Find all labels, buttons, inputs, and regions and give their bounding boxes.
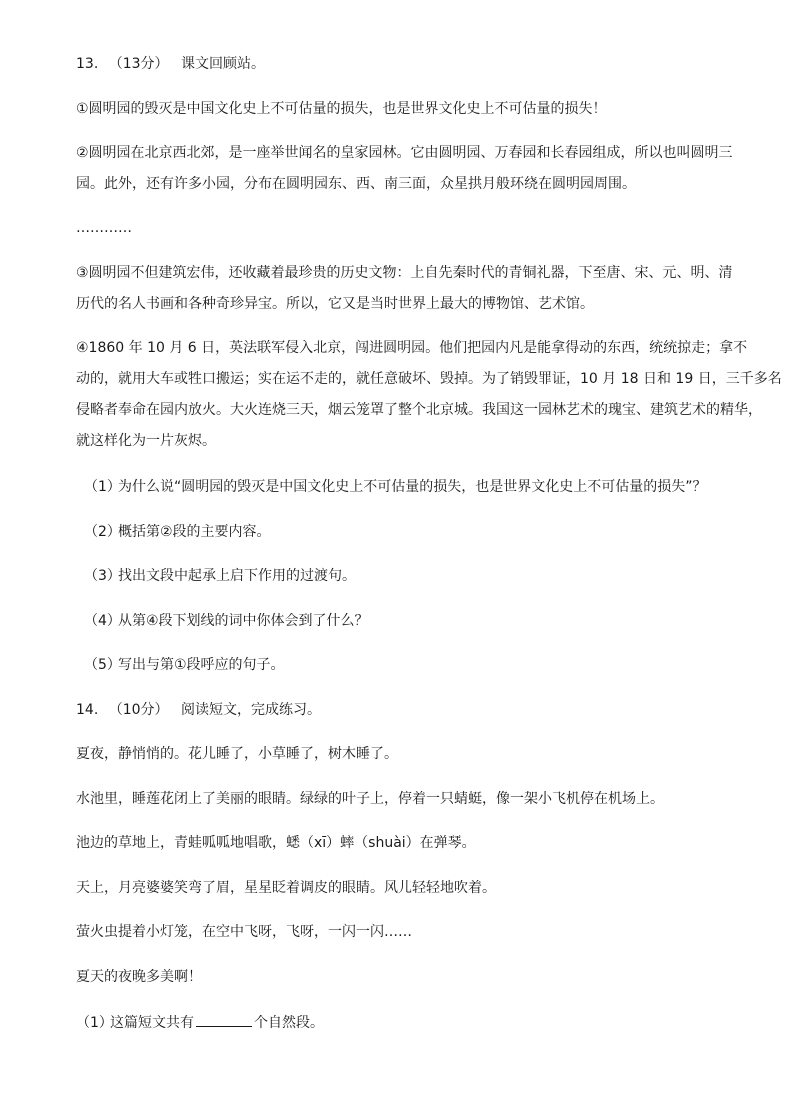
sub-question-5 (84, 655, 285, 675)
question-number: 14. (76, 702, 99, 718)
answer-blank[interactable] (196, 1012, 252, 1027)
question-instruction: 课文回顾站。 (181, 56, 265, 72)
question-score: （10分） (108, 702, 169, 718)
sub-question-2 (84, 522, 271, 542)
sub-question-number: （1） (76, 1015, 113, 1031)
sub-question-text-before: 这篇短文共有 (110, 1015, 194, 1031)
sub-question-text: 为什么说“圆明园的毁灭是中国文化史上不可估量的损失，也是世界文化史上不可估量的损失”？ (118, 479, 707, 495)
question-14-header (76, 700, 321, 720)
poem-line-6: 夏天的夜晚多美啊！ (76, 969, 202, 985)
poem-line-3: 池边的草地上，青蛙呱呱地唱歌，蟋（xī）蟀（shuài）在弹琴。 (76, 835, 476, 851)
sub-question-4 (84, 611, 369, 631)
sub-question-number: （4） (84, 613, 121, 629)
sub-question-number: （5） (84, 657, 121, 673)
sub-question-number: （2） (84, 524, 121, 540)
poem-line-4: 天上，月亮婆婆笑弯了眉，星星眨着调皮的眼睛。风儿轻轻地吹着。 (76, 880, 496, 896)
sub-question-text: 写出与第①段呼应的句子。 (118, 657, 285, 673)
passage-paragraph-3-line-2: 历代的名人书画和各种奇珍异宝。所以，它又是当时世界上最大的博物馆、艺术馆。 (76, 296, 594, 312)
passage-paragraph-1: ①圆明园的毁灭是中国文化史上不可估量的损失，也是世界文化史上不可估量的损失！ (76, 101, 607, 117)
passage-paragraph-2-line-1: ②圆明园在北京西北郊，是一座举世闻名的皇家园林。它由圆明园、万春园和长春园组成，所以也叫圆明三 (76, 145, 733, 161)
poem-line-5: 萤火虫提着小灯笼，在空中飞呀，飞呀，一闪一闪…… (76, 924, 412, 940)
sub-question-1 (84, 477, 707, 497)
question-number: 13. (76, 56, 99, 72)
sub-question-text: 找出文段中起承上启下作用的过渡句。 (118, 568, 356, 584)
question-13-header (76, 54, 265, 74)
sub-question-14-1 (76, 1012, 324, 1033)
poem-line-1: 夏夜，静悄悄的。花儿睡了，小草睡了，树木睡了。 (76, 746, 398, 762)
passage-ellipsis: ………… (76, 220, 132, 236)
passage-paragraph-3-line-1: ③圆明园不但建筑宏伟，还收藏着最珍贵的历史文物：上自先秦时代的青铜礼器，下至唐、宋、元、明、清 (76, 265, 733, 281)
passage-paragraph-4-line-3: 侵略者奉命在园内放火。大火连烧三天，烟云笼罩了整个北京城。我国这一园林艺术的瑰宝、建筑艺术的精华， (76, 402, 762, 418)
sub-question-text: 从第④段下划线的词中你体会到了什么？ (118, 613, 369, 629)
poem-line-2: 水池里，睡莲花闭上了美丽的眼睛。绿绿的叶子上，停着一只蜻蜓，像一架小飞机停在机场上。 (76, 791, 664, 807)
sub-question-3 (84, 566, 356, 586)
passage-paragraph-2-line-2: 园。此外，还有许多小园，分布在圆明园东、西、南三面，众星拱月般环绕在圆明园周围。 (76, 176, 636, 192)
sub-question-number: （1） (84, 479, 121, 495)
sub-question-number: （3） (84, 568, 121, 584)
passage-paragraph-4-line-2: 动的，就用大车或牲口搬运；实在运不走的，就任意破坏、毁掉。为了销毁罪证，10 月 18 日和 19 日，三千多名 (76, 371, 782, 387)
question-instruction: 阅读短文，完成练习。 (181, 702, 321, 718)
sub-question-text: 概括第②段的主要内容。 (118, 524, 271, 540)
question-score: （13分） (108, 56, 169, 72)
sub-question-text-after: 个自然段。 (254, 1015, 324, 1031)
passage-paragraph-4-line-4: 就这样化为一片灰烬。 (76, 433, 216, 449)
passage-paragraph-4-line-1: ④1860 年 10 月 6 日，英法联军侵入北京，闯进圆明园。他们把园内凡是能拿得动的东西，统统掠走；拿不 (76, 340, 748, 356)
